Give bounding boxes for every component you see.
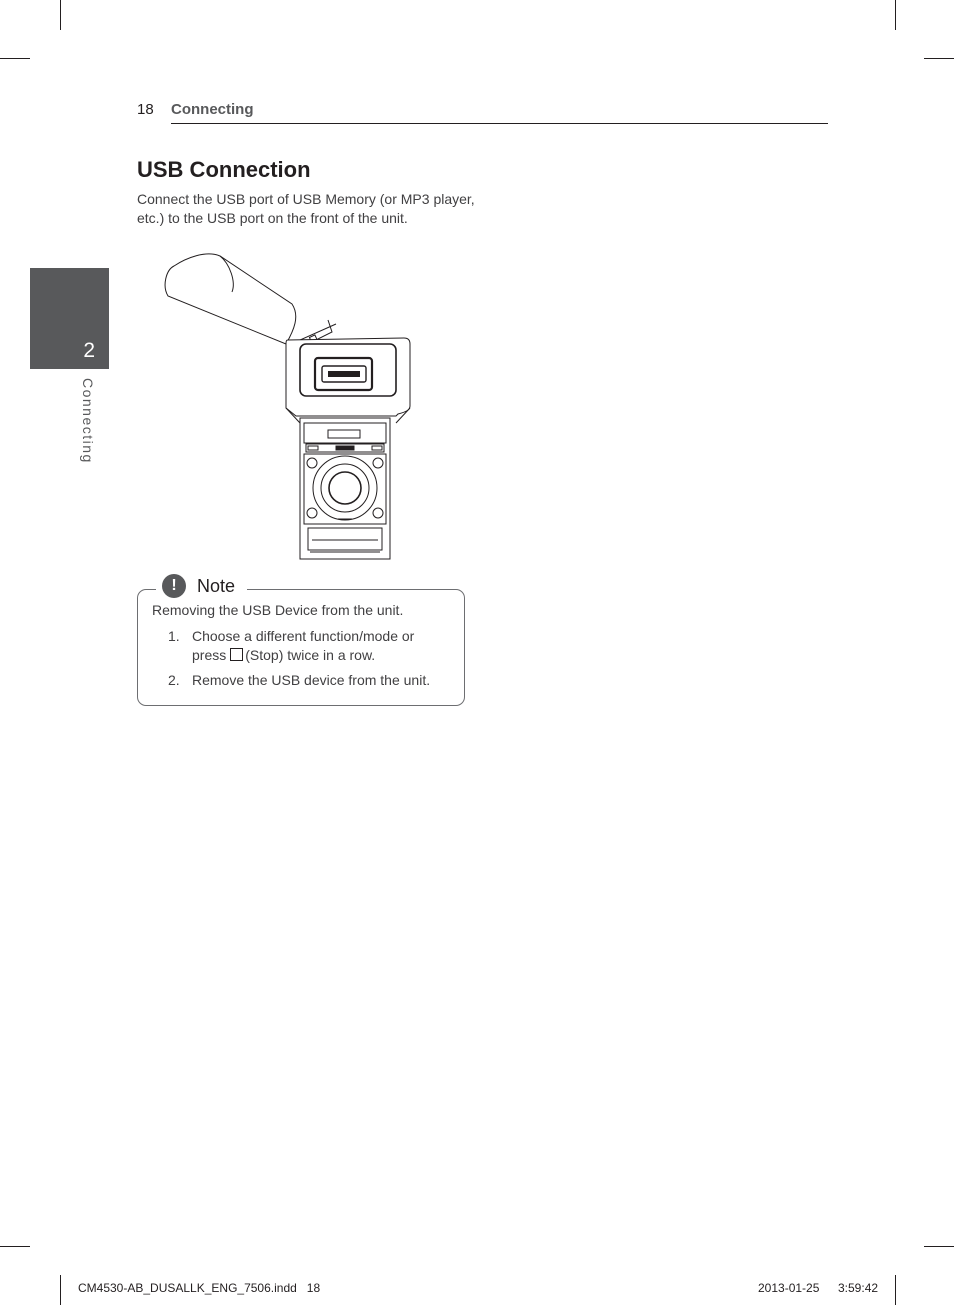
crop-mark <box>0 1246 30 1247</box>
list-item <box>152 627 452 665</box>
step-number: 1. <box>168 628 180 644</box>
crop-mark <box>60 1275 61 1305</box>
crop-mark <box>60 0 61 30</box>
usb-connection-illustration <box>160 248 420 563</box>
chapter-number: 2 <box>83 339 95 362</box>
crop-mark <box>895 1275 896 1305</box>
crop-mark <box>0 58 30 59</box>
step-text-continued: (Stop) twice in a row. <box>245 647 376 663</box>
list-item <box>152 671 452 690</box>
section-title: USB Connection <box>137 157 311 182</box>
note-title: Note <box>197 575 236 596</box>
unit-front-panel-icon <box>300 418 390 559</box>
step-number: 2. <box>168 672 180 688</box>
footer-date: 2013-01-25 <box>758 1281 820 1295</box>
page-number: 18 <box>137 101 154 118</box>
header-rule <box>171 123 828 124</box>
header-section-name: Connecting <box>171 101 254 118</box>
chapter-side-label: Connecting <box>80 378 96 464</box>
chapter-tab <box>30 268 109 369</box>
note-steps <box>152 627 452 696</box>
crop-mark <box>924 58 954 59</box>
crop-mark <box>895 0 896 30</box>
note-lead: Removing the USB Device from the unit. <box>152 602 404 618</box>
note-header <box>156 573 247 599</box>
footer-time: 3:59:42 <box>838 1281 879 1295</box>
crop-mark <box>924 1246 954 1247</box>
usb-stick-icon <box>165 254 336 352</box>
page-header <box>137 100 828 124</box>
step-text: Remove the USB device from the unit. <box>192 672 431 688</box>
step-text: Choose a different function/mode or press <box>192 628 415 663</box>
usb-port-callout <box>286 338 410 423</box>
footer-file-slug: CM4530-AB_DUSALLK_ENG_7506.indd 18 <box>78 1281 321 1295</box>
exclamation-icon: ! <box>162 574 186 598</box>
stop-square-icon <box>230 648 243 661</box>
section-intro: Connect the USB port of USB Memory (or MP3 player, etc.) to the USB port on the front of the unit. <box>137 191 475 226</box>
